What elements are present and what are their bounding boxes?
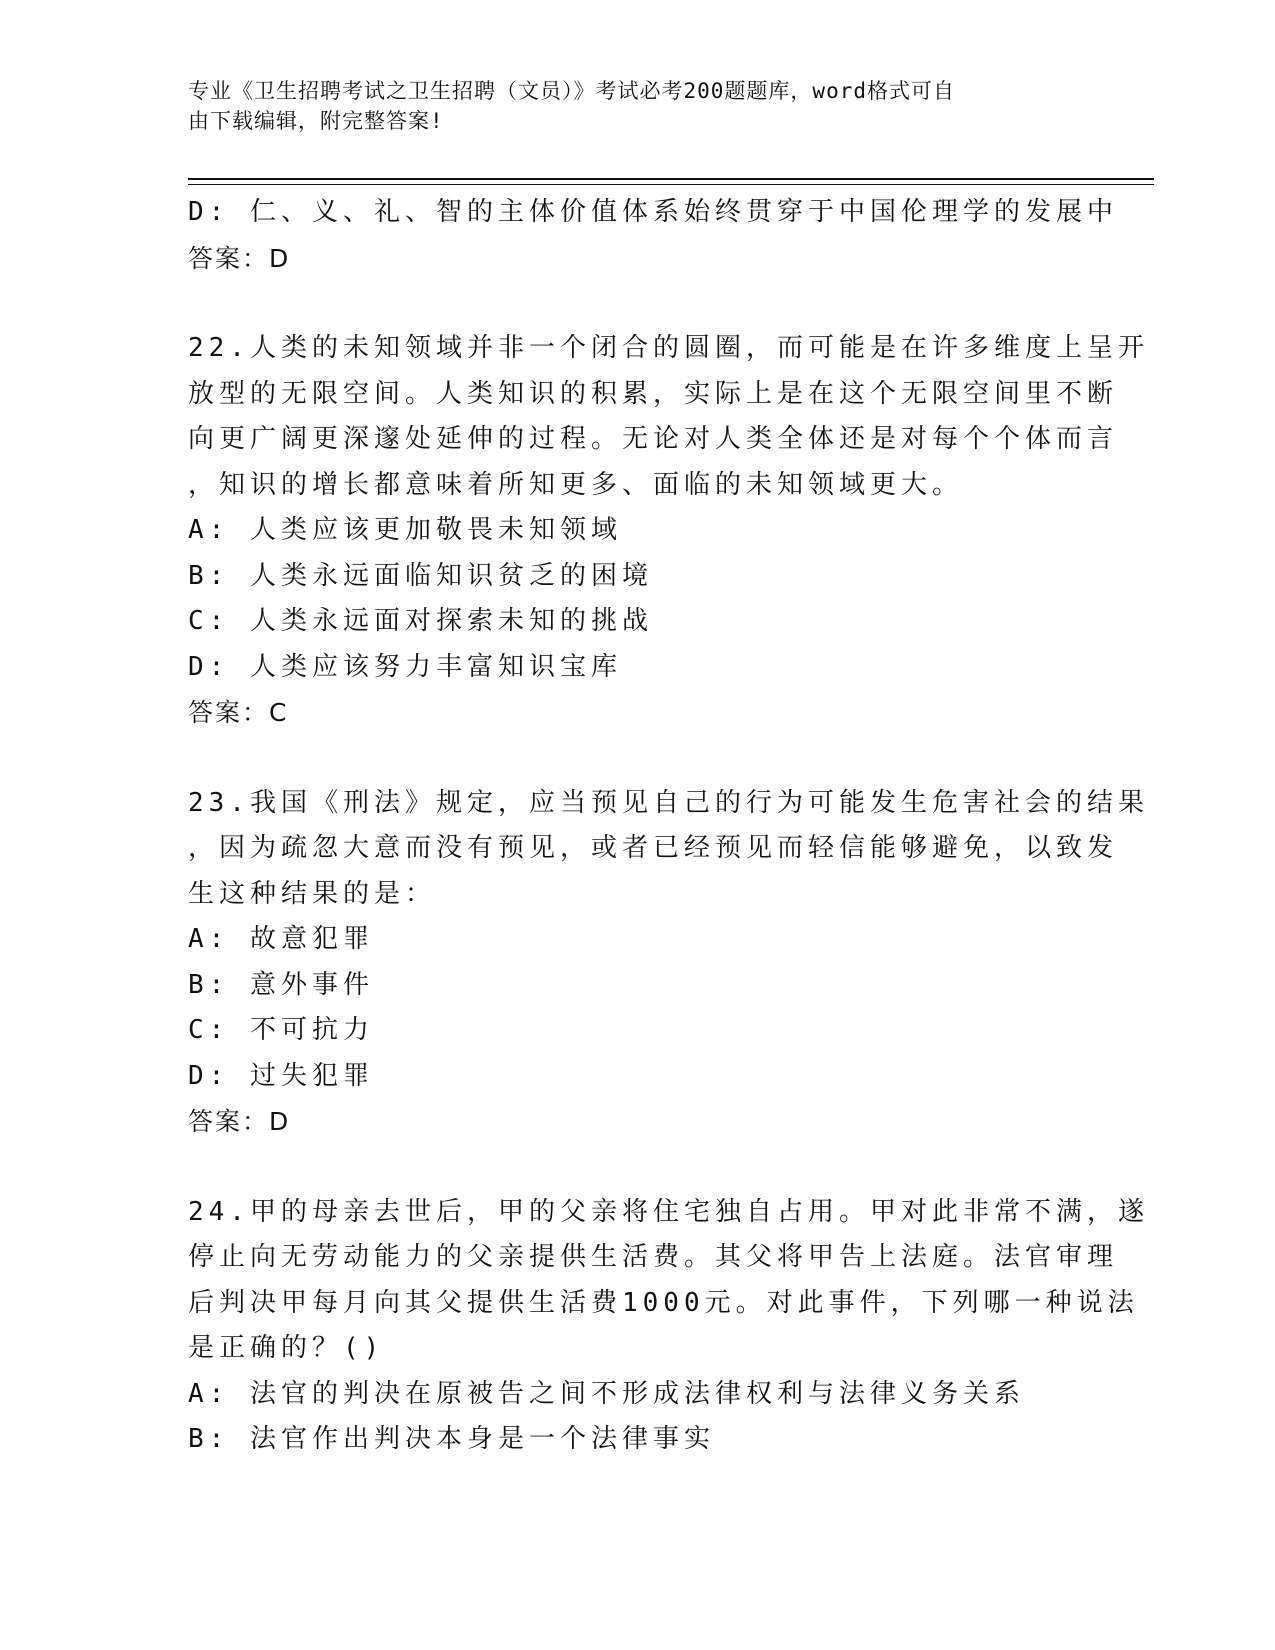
option-a: A: 故意犯罪 (188, 924, 374, 954)
question-stem-line: 生这种结果的是： (188, 878, 437, 909)
answer-line: 答案：D (188, 1107, 291, 1136)
question-stem-line: 23.我国《刑法》规定，应当预见自己的行为可能发生危害社会的结果 (188, 787, 1149, 818)
answer-line: 答案：D (188, 243, 291, 273)
question-23 (188, 781, 1149, 1145)
header-rule-thick (188, 178, 1154, 180)
header-line-2: 由下载编辑，附完整答案! (188, 109, 444, 133)
question-stem-line: 22.人类的未知领域并非一个闭合的圆圈，而可能是在许多维度上呈开 (188, 333, 1149, 363)
option-a: A: 法官的判决在原被告之间不形成法律权利与法律义务关系 (188, 1378, 1025, 1409)
question-stem-line: 停止向无劳动能力的父亲提供生活费。其父将甲告上法庭。法官审理 (188, 1242, 1119, 1272)
spacer (188, 736, 1088, 781)
option-b: B: 法官作出判决本身是一个法律事实 (188, 1424, 715, 1454)
question-stem-line: 后判决甲每月向其父提供生活费1000元。对此事件，下列哪一种说法 (188, 1287, 1139, 1318)
option-d: D: 仁、义、礼、智的主体价值体系始终贯穿于中国伦理学的发展中 (188, 197, 1118, 227)
option-c: C: 人类永远面对探索未知的挑战 (188, 606, 653, 636)
question-24 (188, 1190, 1149, 1463)
question-stem-line: ，知识的增长都意味着所知更多、面临的未知领域更大。 (188, 469, 964, 500)
header-line-1: 专业《卫生招聘考试之卫生招聘（文员）》考试必考200题题库，word格式可自 (188, 79, 955, 103)
question-stem-line: 是正确的？() (188, 1333, 385, 1363)
question-21-tail (188, 190, 1118, 281)
spacer (188, 281, 1088, 326)
option-c: C: 不可抗力 (188, 1015, 374, 1045)
document-body (188, 190, 1149, 1463)
answer-line: 答案：C (188, 698, 289, 727)
spacer (188, 1145, 1088, 1190)
option-d: D: 过失犯罪 (188, 1060, 374, 1091)
question-stem-line: 24.甲的母亲去世后，甲的父亲将住宅独自占用。甲对此非常不满，遂 (188, 1196, 1149, 1227)
option-d: D: 人类应该努力丰富知识宝库 (188, 651, 622, 682)
option-b: B: 人类永远面临知识贫乏的困境 (188, 560, 653, 591)
question-22 (188, 326, 1149, 736)
header-rule-thin (188, 184, 1154, 185)
question-stem-line: 放型的无限空间。人类知识的积累，实际上是在这个无限空间里不断 (188, 378, 1119, 409)
option-a: A: 人类应该更加敬畏未知领域 (188, 515, 622, 545)
question-stem-line: ，因为疏忽大意而没有预见，或者已经预见而轻信能够避免，以致发 (188, 833, 1119, 863)
document-header (188, 76, 1068, 136)
option-b: B: 意外事件 (188, 969, 374, 1000)
question-stem-line: 向更广阔更深邃处延伸的过程。无论对人类全体还是对每个个体而言 (188, 424, 1119, 454)
